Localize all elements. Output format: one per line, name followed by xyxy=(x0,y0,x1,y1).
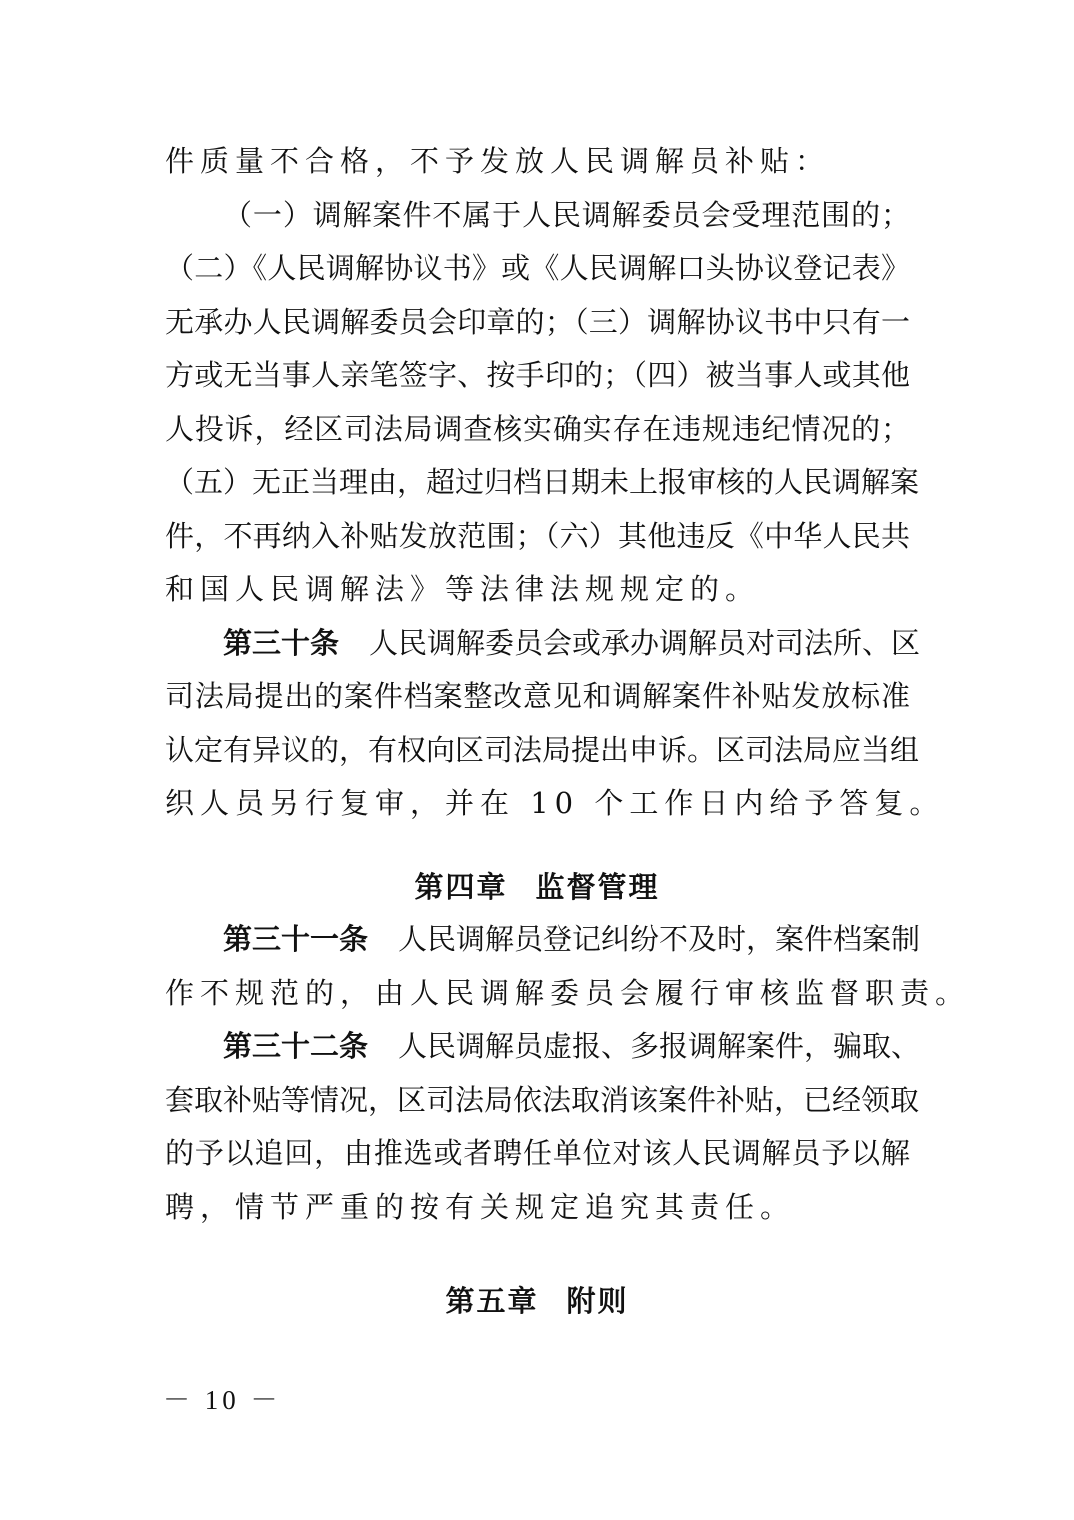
paragraph-line: 件，不再纳入补贴发放范围；（六）其他违反《中华人民共 xyxy=(165,519,910,553)
paragraph-line: 件质量不合格，不予发放人民调解员补贴： xyxy=(165,144,831,178)
chapter-5-heading xyxy=(0,1274,1074,1328)
paragraph-line: 方或无当事人亲笔签字、按手印的；（四）被当事人或其他 xyxy=(165,358,910,392)
paragraph-line: 作不规范的，由人民调解委员会履行审核监督职责。 xyxy=(165,976,971,1010)
paragraph-line: 织人员另行复审，并在 10 个工作日内给予答复。 xyxy=(165,786,945,820)
article-32-text: 人民调解员虚报、多报调解案件，骗取、 xyxy=(398,1029,921,1063)
article-30-first-line xyxy=(223,616,921,670)
chapter-title: 附则 xyxy=(566,1284,629,1318)
chapter-title: 监督管理 xyxy=(535,870,660,904)
paragraph-line: （二）《人民调解协议书》或《人民调解口头协议登记表》 xyxy=(165,251,910,285)
article-30-text: 人民调解委员会或承办调解员对司法所、区 xyxy=(369,626,921,660)
chapter-label: 第五章 xyxy=(445,1284,539,1318)
paragraph-line: 认定有异议的，有权向区司法局提出申诉。区司法局应当组 xyxy=(165,733,920,767)
article-30-heading: 第三十条 xyxy=(223,626,340,660)
paragraph-line: 司法局提出的案件档案整改意见和调解案件补贴发放标准 xyxy=(165,679,910,713)
paragraph-line: （五）无正当理由，超过归档日期未上报审核的人民调解案 xyxy=(165,465,920,499)
article-31-heading: 第三十一条 xyxy=(223,922,369,956)
article-32-first-line xyxy=(223,1019,921,1073)
paragraph-line: 聘，情节严重的按有关规定追究其责任。 xyxy=(165,1190,796,1224)
chapter-4-heading xyxy=(0,860,1074,914)
paragraph-line: 套取补贴等情况，区司法局依法取消该案件补贴，已经领取 xyxy=(165,1083,920,1117)
paragraph-line: 和国人民调解法》等法律法规规定的。 xyxy=(165,572,761,606)
paragraph-line: 的予以追回，由推选或者聘任单位对该人民调解员予以解 xyxy=(165,1136,910,1170)
paragraph-line: 人投诉，经区司法局调查核实确实存在违规违纪情况的； xyxy=(165,412,910,446)
article-31-first-line xyxy=(223,912,921,966)
paragraph-line: 无承办人民调解委员会印章的；（三）调解协议书中只有一 xyxy=(165,305,910,339)
chapter-label: 第四章 xyxy=(414,870,508,904)
page-number: － 10 － xyxy=(163,1385,282,1415)
article-32-heading: 第三十二条 xyxy=(223,1029,369,1063)
paragraph-line: （一）调解案件不属于人民调解委员会受理范围的； xyxy=(223,198,910,232)
article-31-text: 人民调解员登记纠纷不及时，案件档案制 xyxy=(398,922,921,956)
